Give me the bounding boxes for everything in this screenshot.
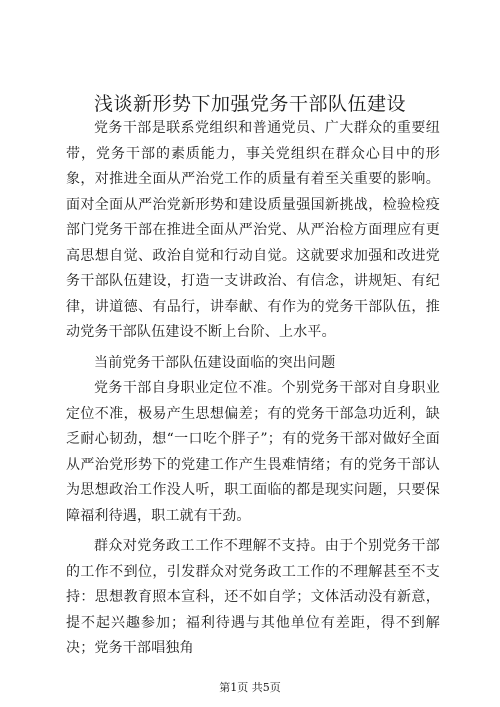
page-number-footer: 第1页 共5页 bbox=[219, 681, 281, 694]
document-body bbox=[66, 116, 440, 662]
paragraph-intro: 党务干部是联系党组织和普通党员、广大群众的重要纽带，党务干部的素质能力，事关党组织在群众心目中的形象，对推进全面从严治党工作的质量有着至关重要的影响。面对全面从严治党新形势和建设质量强国新挑战，检验检疫部门党务干部在推进全面从严治党、从严治检方面理应有更高思想自觉、政治自觉和行动自觉。这就要求加强和改进党务干部队伍建设，打造一支讲政治、有信念，讲规矩、有纪律，讲道德、有品行，讲奉献、有作为的党务干部队伍，推动党务干部队伍建设不断上台阶、上水平。 bbox=[66, 120, 440, 340]
section-heading: 当前党务干部队伍建设面临的突出问题 bbox=[94, 354, 336, 371]
document-title: 浅谈新形势下加强党务干部队伍建设 bbox=[93, 93, 406, 115]
paragraph-problem-1: 党务干部自身职业定位不准。个别党务干部对自身职业定位不准，极易产生思想偏差；有的党务干部急功近利，缺乏耐心韧劲，想“一口吃个胖子”；有的党务干部对做好全面从严治党形势下的党建工作产生畏难情绪；有的党务干部认为思想政治工作没人听，职工面临的都是现实问题，只要保障福利待遇，职工就有干劲。 bbox=[66, 380, 440, 524]
paragraph-problem-2: 群众对党务政工工作不理解不支持。由于个别党务干部的工作不到位，引发群众对党务政工工作的不理解甚至不支持：思想教育照本宣科，还不如自学；文体活动没有新意，提不起兴趣参加；福利待遇与其他单位有差距，得不到解决；党务干部唱独角 bbox=[66, 538, 440, 656]
